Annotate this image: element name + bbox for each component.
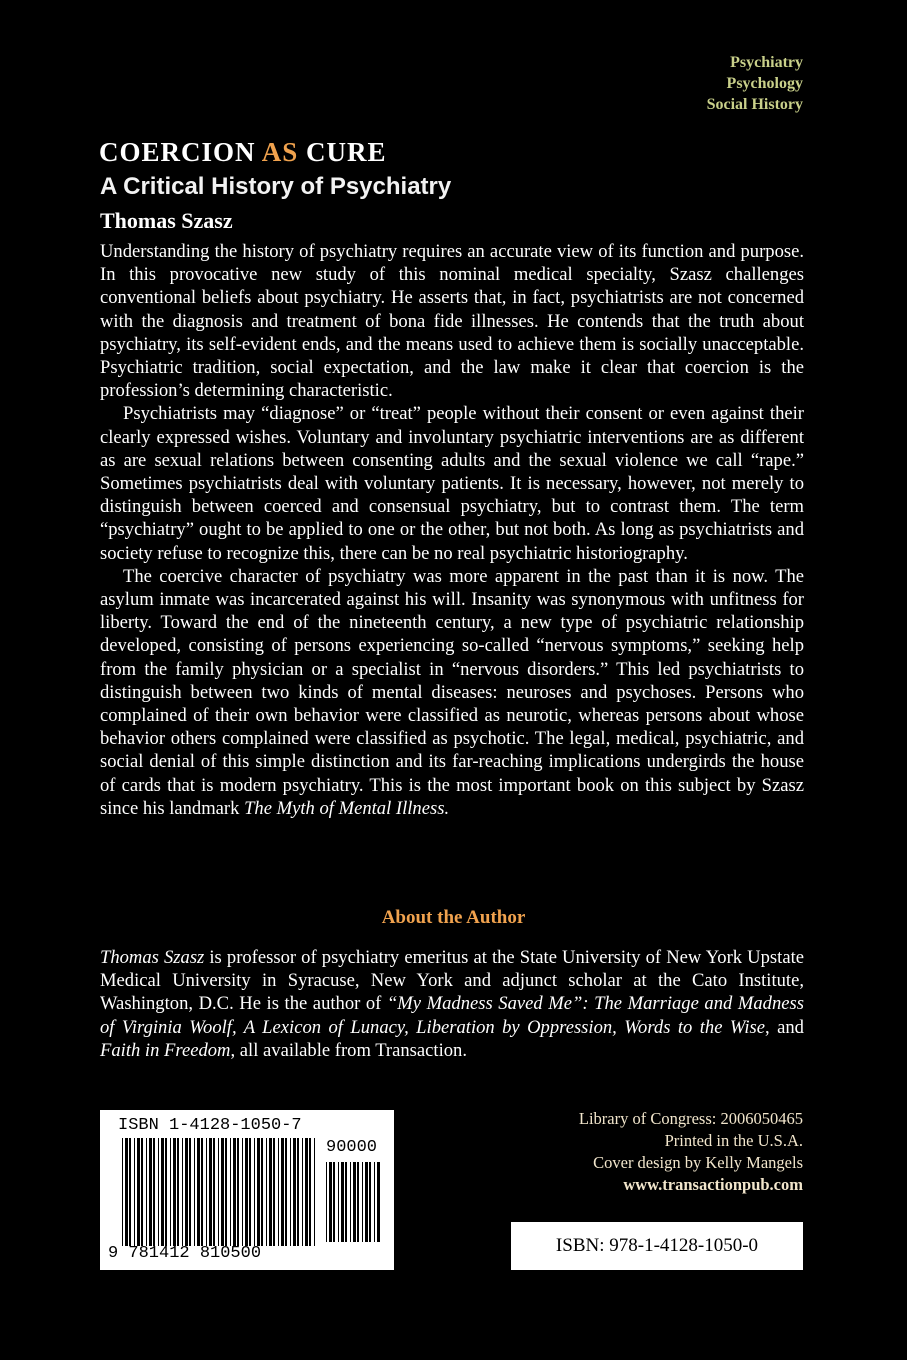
barcode-bar bbox=[225, 1138, 227, 1246]
bio-books-2: Faith in Freedom bbox=[100, 1039, 231, 1061]
addon-barcode-bars bbox=[326, 1162, 382, 1262]
printed-in: Printed in the U.S.A. bbox=[664, 1131, 803, 1150]
barcode-bar bbox=[357, 1162, 359, 1242]
barcode-bar bbox=[245, 1138, 248, 1246]
barcode-bar bbox=[302, 1138, 303, 1246]
barcode-bar bbox=[209, 1138, 212, 1246]
barcode-bar bbox=[221, 1138, 224, 1246]
barcode-bar bbox=[177, 1138, 179, 1246]
ean-barcode-bars bbox=[122, 1138, 318, 1246]
bio-books-1: “My Madness Saved Me”: The Marriage and Madness of Virginia Woolf, A Lexicon of Lunacy, Liberation by Oppression, Words to the Wise bbox=[100, 993, 804, 1038]
barcode-bar bbox=[165, 1138, 167, 1246]
barcode-bar bbox=[237, 1138, 239, 1246]
description-paragraph-1: Understanding the history of psychiatry requires an accurate view of its function and purpose. In this provocative new study of this nominal medical specialty, Szasz challenges conventional beliefs about psychiatry. He asserts that, in fact, psychiatrists are not concerned with the diagnosis and treatment of bona fide illnesses. He contends that the truth about psychiatry, its self-evident ends, and the means used to achieve them is socially unacceptable. Psychiatric tradition, social expectation, and the law make it clear that coercion is the profession’s determining characteristic. bbox=[100, 241, 804, 402]
bio-text-2: , and bbox=[765, 1016, 804, 1038]
barcode-bar bbox=[125, 1138, 128, 1246]
landmark-book-title: The Myth of Mental Illness. bbox=[244, 797, 450, 819]
barcode-panel bbox=[100, 1110, 394, 1270]
book-title bbox=[99, 137, 387, 168]
barcode-bar bbox=[338, 1162, 339, 1242]
barcode-bar bbox=[249, 1138, 251, 1246]
barcode-bar bbox=[297, 1138, 299, 1246]
category-psychology: Psychology bbox=[726, 75, 803, 92]
barcode-bar bbox=[341, 1162, 344, 1242]
barcode-bar bbox=[233, 1138, 236, 1246]
barcode-bar bbox=[333, 1162, 335, 1242]
barcode-bar bbox=[345, 1162, 347, 1242]
bio-text-1: is professor of psychiatry emeritus at the State University of New York Upstate Medical University in Syracuse, New York and adjunct scholar at the Cato Institute, Washington, D.C. He is the author of bbox=[100, 947, 804, 1015]
barcode-bar bbox=[161, 1138, 164, 1246]
barcode-bar bbox=[206, 1138, 207, 1246]
barcode-bar bbox=[269, 1138, 272, 1246]
author-bio bbox=[100, 946, 804, 1062]
barcode-price-code: 90000 bbox=[326, 1138, 378, 1157]
barcode-bar bbox=[134, 1138, 135, 1246]
barcode-bar bbox=[242, 1138, 243, 1246]
barcode-bar bbox=[293, 1138, 296, 1246]
barcode-bar bbox=[257, 1138, 260, 1246]
publisher-url[interactable]: www.transactionpub.com bbox=[623, 1175, 803, 1194]
barcode-bar bbox=[261, 1138, 263, 1246]
barcode-bar bbox=[266, 1138, 267, 1246]
barcode-bar bbox=[137, 1138, 140, 1246]
barcode-bar bbox=[149, 1138, 152, 1246]
barcode-bar bbox=[365, 1162, 368, 1242]
barcode-bar bbox=[158, 1138, 159, 1246]
barcode-bar bbox=[153, 1138, 155, 1246]
publisher-info bbox=[579, 1108, 803, 1196]
barcode-bar bbox=[218, 1138, 219, 1246]
barcode-bar bbox=[129, 1138, 131, 1246]
barcode-bar bbox=[377, 1162, 380, 1242]
book-subtitle: A Critical History of Psychiatry bbox=[100, 173, 452, 200]
cover-design-credit: Cover design by Kelly Mangels bbox=[593, 1153, 803, 1172]
barcode-bar bbox=[362, 1162, 363, 1242]
barcode-bar bbox=[281, 1138, 284, 1246]
title-part3: CURE bbox=[306, 137, 387, 167]
title-part2: AS bbox=[261, 137, 299, 167]
library-of-congress: Library of Congress: 2006050465 bbox=[578, 1109, 803, 1128]
bio-author-name: Thomas Szasz bbox=[100, 947, 205, 968]
barcode-bar bbox=[189, 1138, 191, 1246]
description-paragraph-3-text: The coercive character of psychiatry was more apparent in the past than it is now. The asylum inmate was incarcerated against his will. Insanity was synonymous with unfitness for liberty. Toward the end of the nineteenth century, a new type of psychiatric relationship developed, consisting of persons experiencing so-called “nervous symptoms,” seeking help from the family physician or a specialist in “nervous disorders.” This led psychiatrists to distinguish between two kinds of mental diseases: neuroses and psychoses. Persons who complained of their own behavior were classified as neurotic, whereas persons about whose behavior others complained were classified as psychotic. The legal, medical, psychiatric, and social denial of this simple distinction and its far-reaching implications undergirds the house of cards that is modern psychiatry. This is the most important book on this subject by Szasz since his landmark bbox=[100, 565, 804, 819]
barcode-bar bbox=[185, 1138, 188, 1246]
barcode-bar bbox=[285, 1138, 287, 1246]
barcode-bar bbox=[201, 1138, 203, 1246]
barcode-digits: 9 781412 810500 bbox=[108, 1244, 262, 1263]
barcode-bar bbox=[182, 1138, 183, 1246]
isbn13-box: ISBN: 978-1-4128-1050-0 bbox=[511, 1222, 803, 1270]
barcode-bar bbox=[329, 1162, 332, 1242]
barcode-bar bbox=[278, 1138, 279, 1246]
barcode-bar bbox=[194, 1138, 195, 1246]
barcode-bar bbox=[314, 1138, 315, 1246]
barcode-bar bbox=[326, 1162, 327, 1242]
barcode-bar bbox=[141, 1138, 143, 1246]
barcode-bar bbox=[213, 1138, 215, 1246]
barcode-isbn-label: ISBN 1-4128-1050-7 bbox=[118, 1116, 302, 1135]
barcode-bar bbox=[230, 1138, 231, 1246]
bio-text-3: , all available from Transaction. bbox=[230, 1039, 467, 1061]
barcode-bar bbox=[170, 1138, 171, 1246]
barcode-bar bbox=[309, 1138, 311, 1246]
barcode-bar bbox=[374, 1162, 375, 1242]
description bbox=[100, 240, 804, 820]
barcode-bar bbox=[146, 1138, 147, 1246]
subject-categories bbox=[707, 52, 803, 115]
category-psychiatry: Psychiatry bbox=[730, 54, 803, 71]
barcode-bar bbox=[173, 1138, 176, 1246]
category-social-history: Social History bbox=[706, 96, 803, 113]
about-author-heading: About the Author bbox=[381, 907, 526, 928]
barcode-bar bbox=[273, 1138, 275, 1246]
description-paragraph-3 bbox=[100, 565, 804, 820]
barcode-bar bbox=[305, 1138, 308, 1246]
barcode-bar bbox=[353, 1162, 356, 1242]
barcode-bar bbox=[197, 1138, 200, 1246]
barcode-bar bbox=[369, 1162, 371, 1242]
title-part1: COERCION bbox=[99, 137, 256, 167]
book-author: Thomas Szasz bbox=[100, 208, 233, 233]
barcode-bar bbox=[350, 1162, 351, 1242]
barcode-bar bbox=[254, 1138, 255, 1246]
description-paragraph-2: Psychiatrists may “diagnose” or “treat” people without their consent or even against their clearly expressed wishes. Voluntary and involuntary psychiatric interventions are as different as are sexual relations between consenting adults and the sexual violence we call “rape.” Sometimes psychiatrists deal with voluntary patients. It is necessary, however, not merely to distinguish between coerced and consensual psychiatry, but to contrast them. The term “psychiatry” ought to be applied to one or the other, but not both. As long as psychiatrists and society refuse to recognize this, there can be no real psychiatric historiography. bbox=[100, 403, 804, 564]
barcode-bar bbox=[290, 1138, 291, 1246]
barcode-bar bbox=[122, 1138, 123, 1246]
